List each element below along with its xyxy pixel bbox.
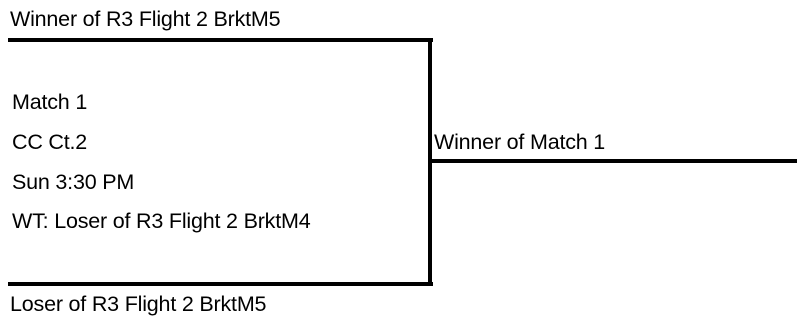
- match-name: Match 1: [12, 90, 88, 114]
- match-time: Sun 3:30 PM: [12, 170, 135, 194]
- top-entrant-label: Winner of R3 Flight 2 BrktM5: [10, 7, 281, 31]
- bottom-entrant-line: [8, 282, 433, 286]
- bottom-entrant-label: Loser of R3 Flight 2 BrktM5: [10, 292, 267, 316]
- match-wait-for: WT: Loser of R3 Flight 2 BrktM4: [12, 209, 311, 233]
- top-entrant-line: [8, 38, 433, 42]
- match-court: CC Ct.2: [12, 130, 88, 154]
- winner-line: [428, 159, 797, 163]
- winner-label: Winner of Match 1: [434, 130, 606, 154]
